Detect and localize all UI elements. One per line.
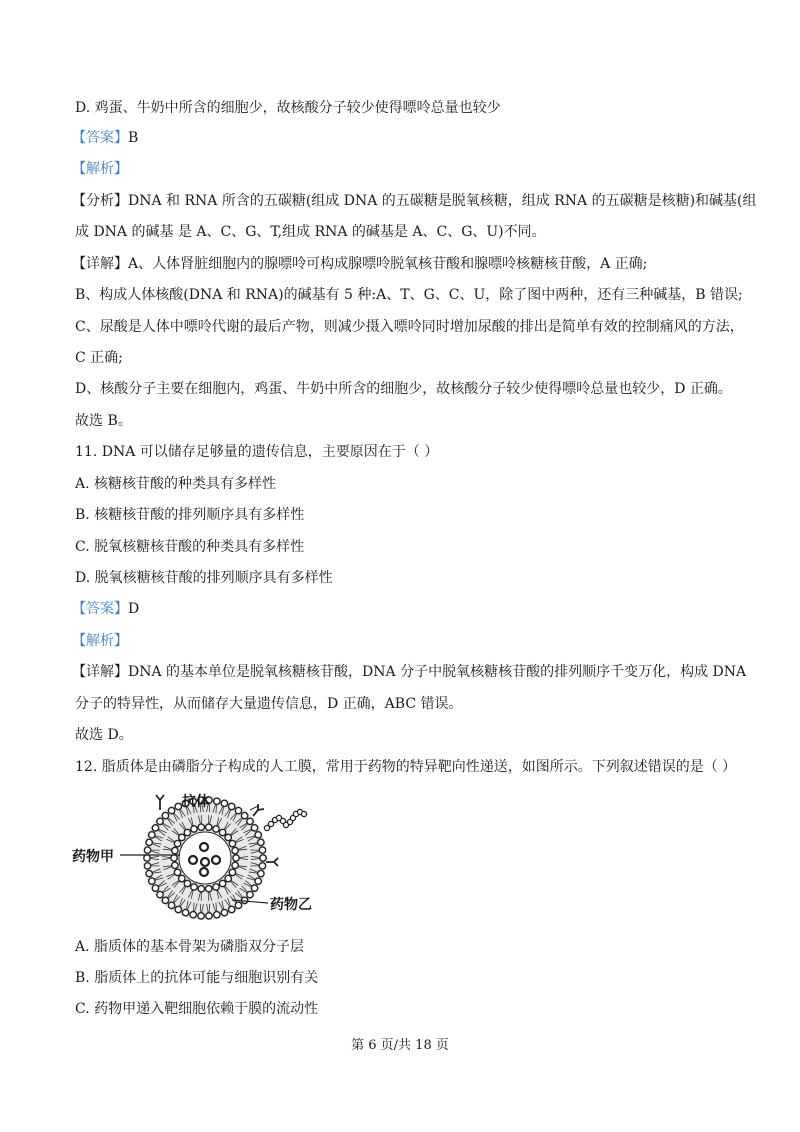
detail-b: B、构成人体核酸(DNA 和 RNA)的碱基有 5 种:A、T、G、C、U，除了图中两种，还有三种碱基，B 错误; xyxy=(75,287,743,303)
answer-value: B xyxy=(128,130,139,146)
detail-d: D、核酸分子主要在细胞内，鸡蛋、牛奶中所含的细胞少，故核酸分子较少使得嘌呤总量也较少，D 正确。 xyxy=(75,381,732,397)
q11-option-b: B. 核糖核苷酸的排列顺序具有多样性 xyxy=(75,507,305,523)
label-antibody: 抗体 xyxy=(182,794,210,810)
antibody-pointer xyxy=(250,806,258,810)
option-d-prev: D. 鸡蛋、牛奶中所含的细胞少，故核酸分子较少使得嘌呤总量也较少 xyxy=(75,100,501,116)
detail-11-1: 【详解】DNA 的基本单位是脱氧核糖核苷酸，DNA 分子中脱氧核糖核苷酸的排列顺序千变万化，构成 DNA xyxy=(72,664,747,680)
detail-a: 【详解】A、人体肾脏细胞内的腺嘌呤可构成腺嘌呤脱氧核苷酸和腺嘌呤核糖核苷酸，A 正确; xyxy=(72,256,648,272)
page-footer: 第 6 页/共 18 页 xyxy=(351,1038,449,1053)
q11-option-d: D. 脱氧核糖核苷酸的排列顺序具有多样性 xyxy=(75,570,333,586)
detail-c-cont: C 正确; xyxy=(75,350,123,366)
question-12: 12. 脂质体是由磷脂分子构成的人工膜，常用于药物的特异靶向性递送，如图所示。下列叙述错误的是（ ） xyxy=(75,759,737,775)
detail-c: C、尿酸是人体中嘌呤代谢的最后产物，则减少摄入嘌呤同时增加尿酸的排出是简单有效的控制痛风的方法， xyxy=(75,319,744,335)
analysis-text-2: 成 DNA 的碱基 是 A、C、G、T,组成 RNA 的碱基是 A、C、G、U)不同。 xyxy=(75,224,546,240)
q12-option-c: C. 药物甲递入靶细胞依赖于膜的流动性 xyxy=(75,1001,319,1017)
detail-11-2: 分子的特异性，从而储存大量遗传信息，D 正确，ABC 错误。 xyxy=(75,696,463,712)
conclusion-11: 故选 D。 xyxy=(75,727,133,743)
answer-tag: 【答案】 xyxy=(72,130,128,146)
answer-line-11 xyxy=(72,599,732,619)
question-11: 11. DNA 可以储存足够量的遗传信息，主要原因在于（ ） xyxy=(75,444,439,460)
q12-option-b: B. 脂质体上的抗体可能与细胞识别有关 xyxy=(75,970,319,986)
analysis-tag: 【解析】 xyxy=(72,161,128,177)
q12-option-a: A. 脂质体的基本骨架为磷脂双分子层 xyxy=(75,939,305,955)
answer-tag: 【答案】 xyxy=(72,601,128,617)
analysis-tag: 【解析】 xyxy=(72,633,128,649)
q11-option-a: A. 核糖核苷酸的种类具有多样性 xyxy=(75,476,277,492)
label-drug-b: 药物乙 xyxy=(270,897,312,913)
conclusion-10: 故选 B。 xyxy=(75,413,132,429)
answer-line-10 xyxy=(72,128,732,148)
antibody-chain xyxy=(264,809,306,830)
analysis-text-1: 【分析】DNA 和 RNA 所含的五碳糖(组成 DNA 的五碳糖是脱氧核糖，组成 RNA 的五碳糖是核糖)和碱基(组 xyxy=(72,193,757,209)
answer-value: D xyxy=(128,601,140,617)
label-drug-a: 药物甲 xyxy=(72,849,114,865)
liposome-figure xyxy=(72,788,324,928)
q11-option-c: C. 脱氧核糖核苷酸的种类具有多样性 xyxy=(75,539,305,555)
